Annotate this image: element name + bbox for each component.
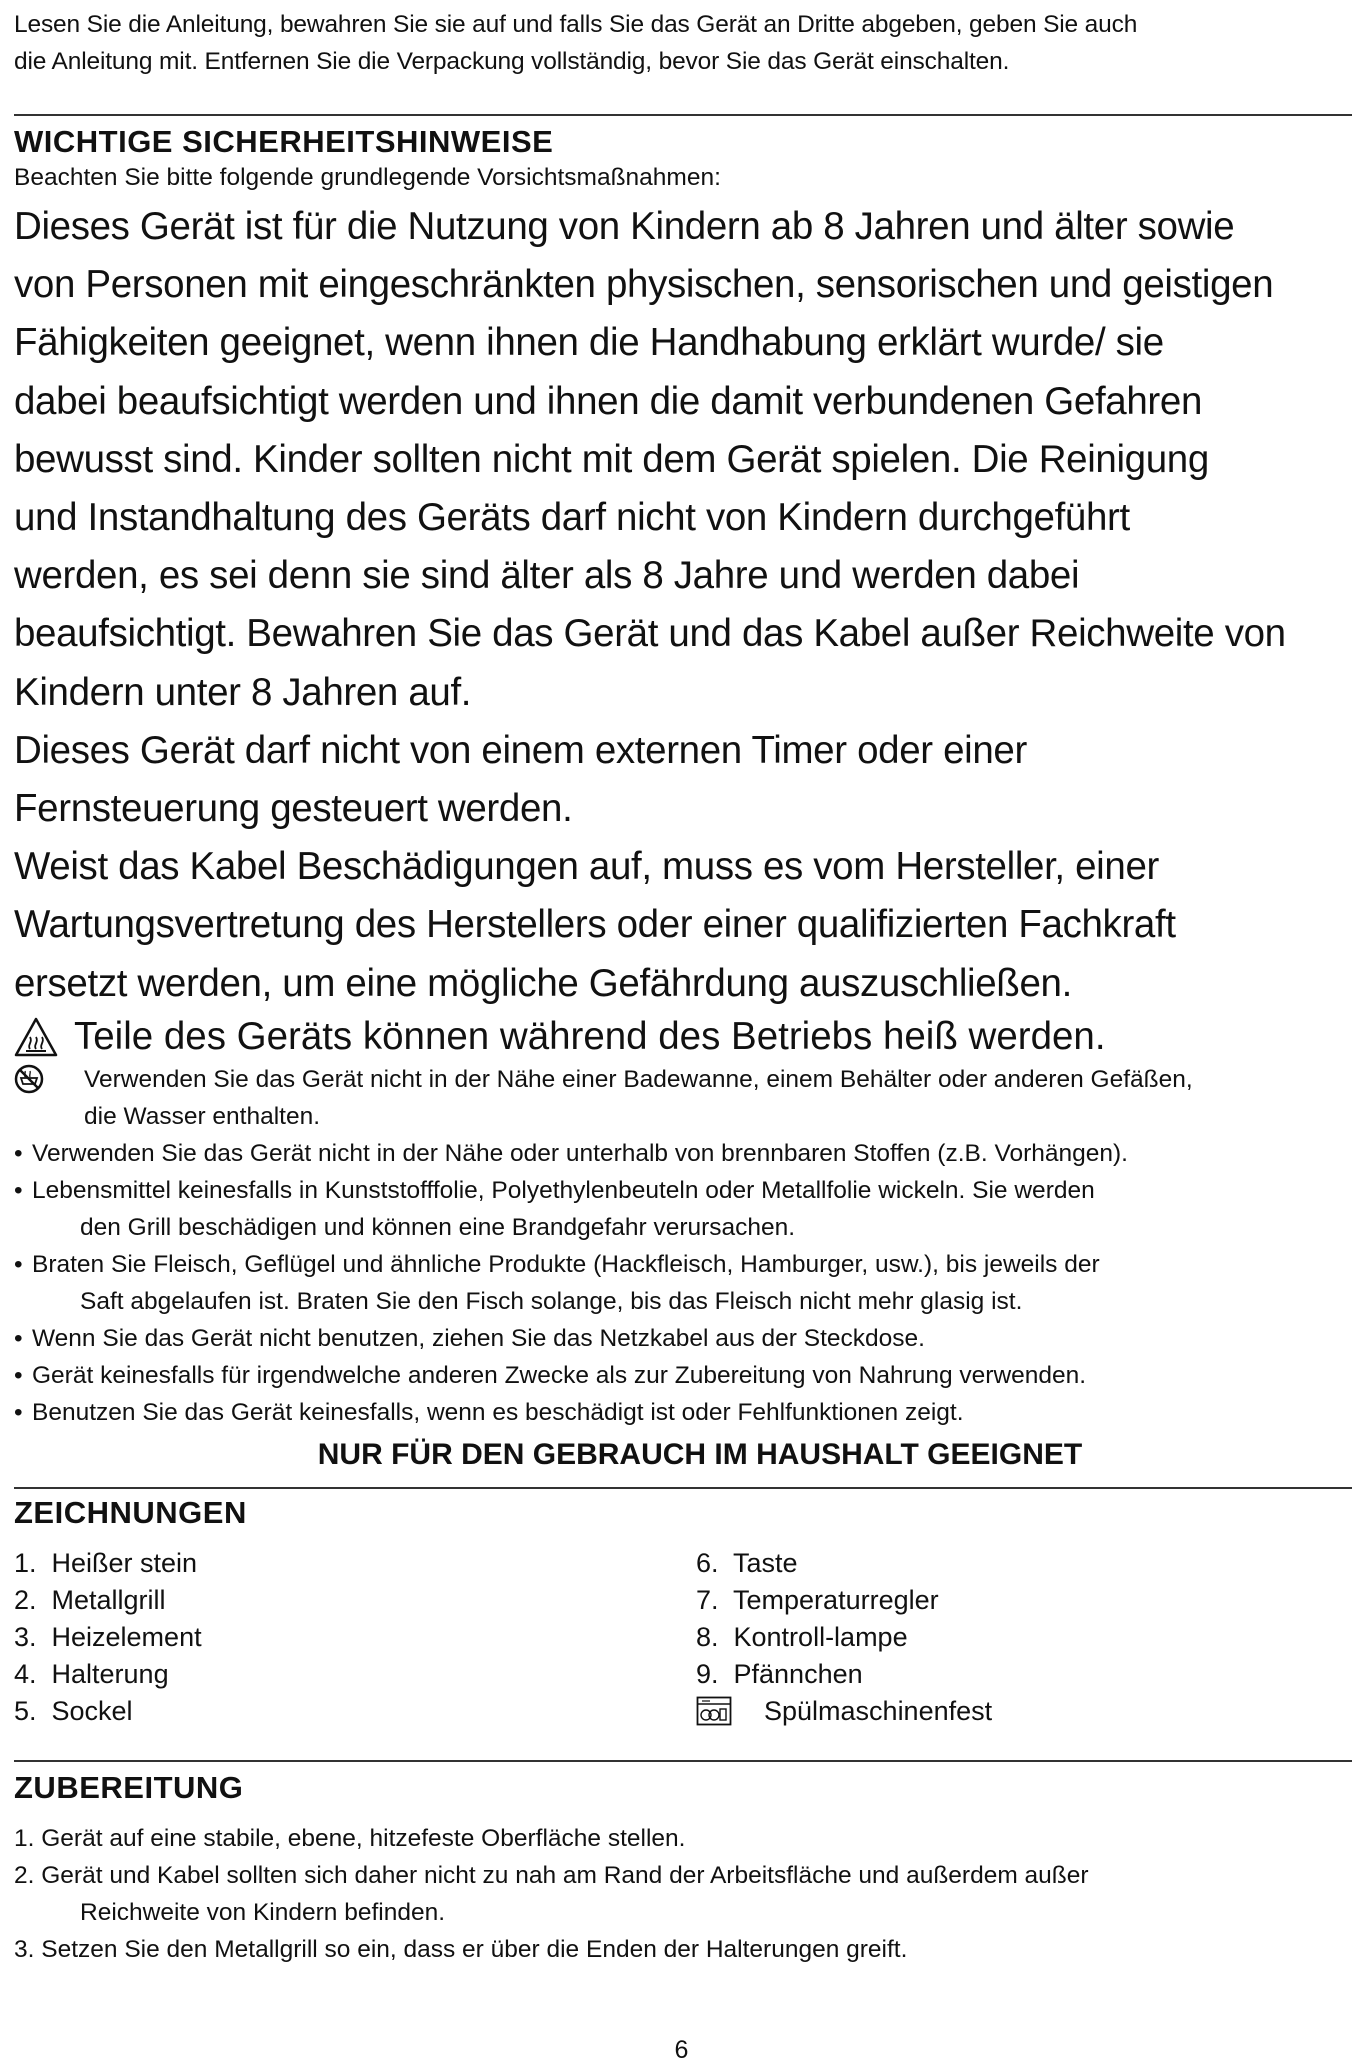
section-divider [14, 1487, 1352, 1489]
safety-text-line: und Instandhaltung des Geräts darf nicht von Kindern durchgeführt [14, 496, 1130, 540]
list-item-text: Lebensmittel keinesfalls in Kunststofffolie, Polyethylenbeuteln oder Metallfolie wickeln. Sie werden [32, 1176, 1095, 1204]
part-item [696, 1619, 1336, 1656]
part-item [14, 1582, 696, 1619]
list-item-text: Gerät keinesfalls für irgendwelche anderen Zwecke als zur Zubereitung von Nahrung verwenden. [32, 1361, 1087, 1389]
safety-text-line: ersetzt werden, um eine mögliche Gefährdung auszuschließen. [14, 961, 1072, 1005]
part-number: 1. [14, 1547, 37, 1578]
safety-subtitle: Beachten Sie bitte folgende grundlegende Vorsichtsmaßnahmen: [14, 164, 721, 191]
part-number: 2. [14, 1584, 37, 1615]
drawings-heading: ZEICHNUNGEN [14, 1494, 247, 1530]
part-item [14, 1619, 696, 1656]
step-text: Gerät auf eine stabile, ebene, hitzefeste Oberfläche stellen. [41, 1824, 686, 1852]
step-text-cont: Reichweite von Kindern befinden. [80, 1898, 446, 1926]
bullet-dot: • [14, 1398, 23, 1426]
part-number: 8. [696, 1621, 719, 1652]
parts-list [14, 1545, 1352, 1730]
step-number: 1. [14, 1824, 35, 1852]
list-item-text-cont: Saft abgelaufen ist. Braten Sie den Fisch solange, bis das Fleisch nicht mehr glasig ist. [80, 1287, 1023, 1315]
list-item-text: Wenn Sie das Gerät nicht benutzen, ziehen Sie das Netzkabel aus der Steckdose. [32, 1324, 925, 1352]
safety-text-line: Kindern unter 8 Jahren auf. [14, 670, 472, 714]
dishwasher-safe-icon [696, 1696, 732, 1726]
hot-surface-warning-icon [14, 1017, 58, 1057]
bathtub-warning-text: Verwenden Sie das Gerät nicht in der Nähe einer Badewanne, einem Behälter oder anderen Gefäßen, [84, 1065, 1193, 1093]
list-item-text-cont: den Grill beschädigen und können eine Brandgefahr verursachen. [80, 1213, 796, 1241]
bullet-dot: • [14, 1139, 23, 1167]
preparation-steps [14, 1820, 1352, 1968]
section-divider [14, 1760, 1352, 1762]
list-item [14, 1820, 1352, 1857]
part-item [696, 1656, 1336, 1693]
part-label: Pfännchen [733, 1658, 863, 1689]
part-label: Heißer stein [51, 1547, 198, 1578]
list-item-text: Verwenden Sie das Gerät nicht in der Nähe oder unterhalb von brennbaren Stoffen (z.B. Vorhängen). [32, 1139, 1128, 1167]
list-item [14, 1357, 1352, 1394]
part-number: 6. [696, 1547, 719, 1578]
part-number: 7. [696, 1584, 719, 1615]
dishwasher-safe-label: Spülmaschinenfest [764, 1695, 993, 1726]
intro-line: Lesen Sie die Anleitung, bewahren Sie sie auf und falls Sie das Gerät an Dritte abgeben, geben Sie auch [14, 11, 1138, 38]
part-label: Halterung [51, 1658, 169, 1689]
part-item [14, 1693, 696, 1730]
safety-heading: WICHTIGE SICHERHEITSHINWEISE [14, 124, 554, 159]
page-number: 6 [674, 2036, 689, 2064]
safety-text-line: Weist das Kabel Beschädigungen auf, muss es vom Hersteller, einer [14, 845, 1159, 889]
list-item [14, 1931, 1352, 1968]
part-label: Taste [733, 1547, 798, 1578]
part-number: 3. [14, 1621, 37, 1652]
part-label: Kontroll-lampe [733, 1621, 908, 1652]
part-label: Heizelement [51, 1621, 202, 1652]
part-number: 5. [14, 1695, 37, 1726]
list-item [14, 1857, 1352, 1931]
bullet-dot: • [14, 1250, 23, 1278]
bullet-dot: • [14, 1361, 23, 1389]
hot-surface-warning-text: Teile des Geräts können während des Betriebs heiß werden. [74, 1014, 1106, 1058]
section-divider [14, 114, 1352, 116]
list-item [14, 1246, 1352, 1320]
manual-page [14, 0, 1352, 1968]
part-item [14, 1656, 696, 1693]
list-item-text: Braten Sie Fleisch, Geflügel und ähnliche Produkte (Hackfleisch, Hamburger, usw.), bis jeweils der [32, 1250, 1100, 1278]
safety-text-line: Wartungsvertretung des Herstellers oder einer qualifizierten Fachkraft [14, 903, 1176, 947]
bathtub-warning-text-cont: die Wasser enthalten. [84, 1102, 321, 1130]
hot-surface-warning [14, 1013, 1352, 1061]
dishwasher-safe-item [696, 1693, 1336, 1730]
bullet-dot: • [14, 1324, 23, 1352]
list-item [14, 1320, 1352, 1357]
safety-large-text [14, 198, 1352, 1013]
part-item [14, 1545, 696, 1582]
safety-text-line: Dieses Gerät ist für die Nutzung von Kindern ab 8 Jahren und älter sowie [14, 205, 1235, 248]
intro-line: die Anleitung mit. Entfernen Sie die Verpackung vollständig, bevor Sie das Gerät einschalten. [14, 48, 1010, 75]
safety-text-line: beaufsichtigt. Bewahren Sie das Gerät und das Kabel außer Reichweite von [14, 612, 1286, 656]
no-bathtub-icon [14, 1064, 44, 1094]
list-item [14, 1135, 1352, 1172]
step-text: Gerät und Kabel sollten sich daher nicht zu nah am Rand der Arbeitsfläche und außerdem außer [41, 1861, 1089, 1889]
safety-bullet-list [14, 1135, 1352, 1431]
preparation-heading: ZUBEREITUNG [14, 1769, 244, 1805]
bullet-dot: • [14, 1176, 23, 1204]
part-label: Sockel [51, 1695, 133, 1726]
part-number: 4. [14, 1658, 37, 1689]
household-use-notice: NUR FÜR DEN GEBRAUCH IM HAUSHALT GEEIGNET [317, 1437, 1083, 1471]
safety-text-line: Fernsteuerung gesteuert werden. [14, 787, 573, 831]
step-number: 2. [14, 1861, 35, 1889]
safety-text-line: bewusst sind. Kinder sollten nicht mit dem Gerät spielen. Die Reinigung [14, 437, 1209, 481]
parts-column-right [696, 1545, 1336, 1730]
safety-text-line: Dieses Gerät darf nicht von einem externen Timer oder einer [14, 728, 1027, 772]
bathtub-warning [14, 1061, 1352, 1135]
step-number: 3. [14, 1935, 35, 1963]
safety-text-line: Fähigkeiten geeignet, wenn ihnen die Handhabung erklärt wurde/ sie [14, 321, 1164, 365]
part-label: Temperaturregler [733, 1584, 939, 1615]
safety-text-line: werden, es sei denn sie sind älter als 8 Jahre und werden dabei [14, 554, 1080, 598]
part-number: 9. [696, 1658, 719, 1689]
part-label: Metallgrill [51, 1584, 166, 1615]
part-item [696, 1582, 1336, 1619]
part-item [696, 1545, 1336, 1582]
list-item-text: Benutzen Sie das Gerät keinesfalls, wenn es beschädigt ist oder Fehlfunktionen zeigt. [32, 1398, 964, 1426]
parts-column-left [14, 1545, 696, 1730]
step-text: Setzen Sie den Metallgrill so ein, dass er über die Enden der Halterungen greift. [41, 1935, 908, 1963]
list-item [14, 1172, 1352, 1246]
list-item [14, 1394, 1352, 1431]
safety-text-line: dabei beaufsichtigt werden und ihnen die damit verbundenen Gefahren [14, 379, 1203, 423]
safety-text-line: von Personen mit eingeschränkten physischen, sensorischen und geistigen [14, 263, 1274, 307]
intro-paragraph [14, 6, 1352, 80]
